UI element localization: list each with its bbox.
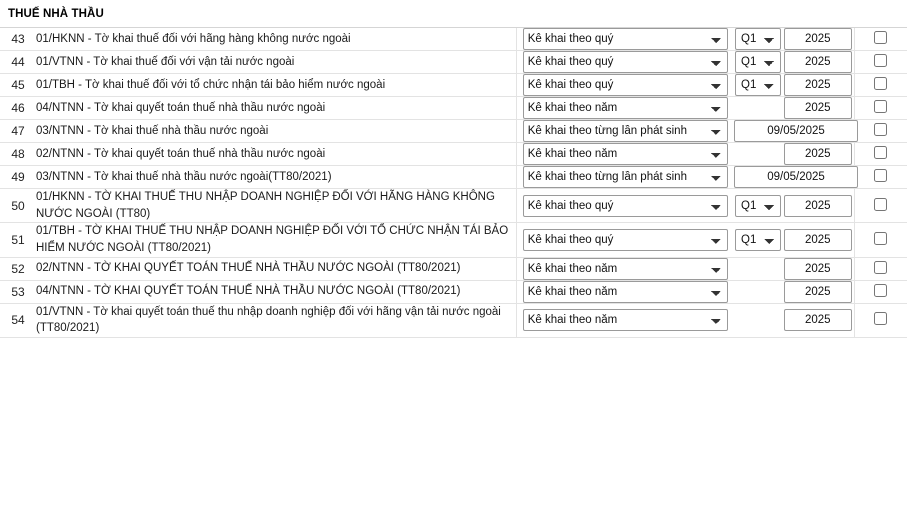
period-cell [516, 74, 734, 97]
quarter-cell [734, 74, 782, 97]
row-index: 45 [0, 74, 36, 97]
date-cell [734, 166, 854, 189]
row-checkbox[interactable] [874, 261, 887, 274]
declaration-name: 03/NTNN - Tờ khai thuế nhà thầu nước ngoài(TT80/2021) [36, 166, 516, 189]
row-checkbox[interactable] [874, 284, 887, 297]
year-input[interactable] [784, 195, 852, 217]
row-checkbox[interactable] [874, 31, 887, 44]
tax-declaration-table [0, 28, 907, 338]
date-cell [782, 303, 854, 337]
table-row [0, 74, 907, 97]
row-index: 49 [0, 166, 36, 189]
quarter-cell [734, 143, 782, 166]
declaration-name: 01/HKNN - Tờ khai thuế đối với hãng hàng không nước ngoài [36, 28, 516, 51]
quarter-cell [734, 28, 782, 51]
select-cell [854, 51, 907, 74]
select-cell [854, 280, 907, 303]
date-input[interactable] [734, 166, 858, 188]
period-cell [516, 28, 734, 51]
select-cell [854, 257, 907, 280]
declaration-name: 02/NTNN - TỜ KHAI QUYẾT TOÁN THUẾ NHÀ THẦU NƯỚC NGOÀI (TT80/2021) [36, 257, 516, 280]
period-cell [516, 120, 734, 143]
date-cell [782, 223, 854, 257]
period-cell [516, 303, 734, 337]
select-cell [854, 97, 907, 120]
row-checkbox[interactable] [874, 312, 887, 325]
year-input[interactable] [784, 229, 852, 251]
row-index: 44 [0, 51, 36, 74]
row-index: 51 [0, 223, 36, 257]
quarter-select[interactable] [735, 195, 781, 217]
year-input[interactable] [784, 143, 852, 165]
quarter-cell [734, 303, 782, 337]
quarter-select[interactable] [735, 74, 781, 96]
period-cell [516, 280, 734, 303]
table-body [0, 28, 907, 338]
declaration-name: 03/NTNN - Tờ khai thuế nhà thầu nước ngoài [36, 120, 516, 143]
period-cell [516, 143, 734, 166]
row-index: 53 [0, 280, 36, 303]
date-cell [782, 189, 854, 223]
date-cell [782, 28, 854, 51]
date-cell [782, 280, 854, 303]
year-input[interactable] [784, 281, 852, 303]
row-checkbox[interactable] [874, 169, 887, 182]
table-row [0, 28, 907, 51]
year-input[interactable] [784, 51, 852, 73]
table-row [0, 143, 907, 166]
row-index: 46 [0, 97, 36, 120]
period-cell [516, 166, 734, 189]
select-cell [854, 303, 907, 337]
quarter-select[interactable] [735, 229, 781, 251]
period-select[interactable] [523, 229, 728, 251]
period-select[interactable] [523, 309, 728, 331]
quarter-cell [734, 257, 782, 280]
period-select[interactable] [523, 28, 728, 50]
date-cell [782, 97, 854, 120]
row-checkbox[interactable] [874, 146, 887, 159]
quarter-select[interactable] [735, 28, 781, 50]
declaration-name: 04/NTNN - TỜ KHAI QUYẾT TOÁN THUẾ NHÀ THẦU NƯỚC NGOÀI (TT80/2021) [36, 280, 516, 303]
select-cell [854, 120, 907, 143]
date-cell [734, 120, 854, 143]
table-row [0, 166, 907, 189]
period-select[interactable] [523, 258, 728, 280]
date-cell [782, 74, 854, 97]
period-cell [516, 257, 734, 280]
year-input[interactable] [784, 97, 852, 119]
period-cell [516, 97, 734, 120]
period-select[interactable] [523, 51, 728, 73]
row-index: 54 [0, 303, 36, 337]
quarter-cell [734, 97, 782, 120]
quarter-select[interactable] [735, 51, 781, 73]
section-title: THUẾ NHÀ THẦU [8, 7, 104, 20]
select-cell [854, 74, 907, 97]
table-row [0, 303, 907, 337]
period-select[interactable] [523, 97, 728, 119]
table-row [0, 120, 907, 143]
year-input[interactable] [784, 258, 852, 280]
quarter-cell [734, 189, 782, 223]
select-cell [854, 166, 907, 189]
period-select[interactable] [523, 143, 728, 165]
row-checkbox[interactable] [874, 100, 887, 113]
period-select[interactable] [523, 281, 728, 303]
period-select[interactable] [523, 120, 728, 142]
row-index: 52 [0, 257, 36, 280]
period-cell [516, 51, 734, 74]
row-index: 50 [0, 189, 36, 223]
declaration-name: 01/TBH - Tờ khai thuế đối với tổ chức nhận tái bảo hiểm nước ngoài [36, 74, 516, 97]
declaration-name: 01/VTNN - Tờ khai quyết toán thuế thu nhập doanh nghiệp đối với hãng vận tải nước ngoài (TT80/2021) [36, 303, 516, 337]
date-cell [782, 51, 854, 74]
row-checkbox[interactable] [874, 123, 887, 136]
date-cell [782, 257, 854, 280]
period-select[interactable] [523, 74, 728, 96]
select-cell [854, 189, 907, 223]
row-index: 47 [0, 120, 36, 143]
row-index: 48 [0, 143, 36, 166]
date-input[interactable] [734, 120, 858, 142]
table-row [0, 97, 907, 120]
table-row [0, 280, 907, 303]
year-input[interactable] [784, 309, 852, 331]
row-checkbox[interactable] [874, 77, 887, 90]
table-row [0, 257, 907, 280]
select-cell [854, 223, 907, 257]
quarter-cell [734, 51, 782, 74]
select-cell [854, 143, 907, 166]
period-cell [516, 223, 734, 257]
select-cell [854, 28, 907, 51]
table-row [0, 189, 907, 223]
row-checkbox[interactable] [874, 198, 887, 211]
table-row [0, 223, 907, 257]
quarter-cell [734, 280, 782, 303]
year-input[interactable] [784, 28, 852, 50]
year-input[interactable] [784, 74, 852, 96]
row-checkbox[interactable] [874, 232, 887, 245]
declaration-name: 04/NTNN - Tờ khai quyết toán thuế nhà thầu nước ngoài [36, 97, 516, 120]
declaration-name: 01/VTNN - Tờ khai thuế đối với vận tải nước ngoài [36, 51, 516, 74]
row-index: 43 [0, 28, 36, 51]
section-header [0, 0, 907, 28]
date-cell [782, 143, 854, 166]
declaration-name: 01/TBH - TỜ KHAI THUẾ THU NHẬP DOANH NGHIỆP ĐỐI VỚI TỔ CHỨC NHẬN TÁI BẢO HIỂM NƯỚC NGOÀI (TT80/2021) [36, 223, 516, 257]
table-row [0, 51, 907, 74]
period-select[interactable] [523, 166, 728, 188]
row-checkbox[interactable] [874, 54, 887, 67]
period-cell [516, 189, 734, 223]
period-select[interactable] [523, 195, 728, 217]
quarter-cell [734, 223, 782, 257]
declaration-name: 02/NTNN - Tờ khai quyết toán thuế nhà thầu nước ngoài [36, 143, 516, 166]
declaration-name: 01/HKNN - TỜ KHAI THUẾ THU NHẬP DOANH NGHIỆP ĐỐI VỚI HÃNG HÀNG KHÔNG NƯỚC NGOÀI (TT80) [36, 189, 516, 223]
